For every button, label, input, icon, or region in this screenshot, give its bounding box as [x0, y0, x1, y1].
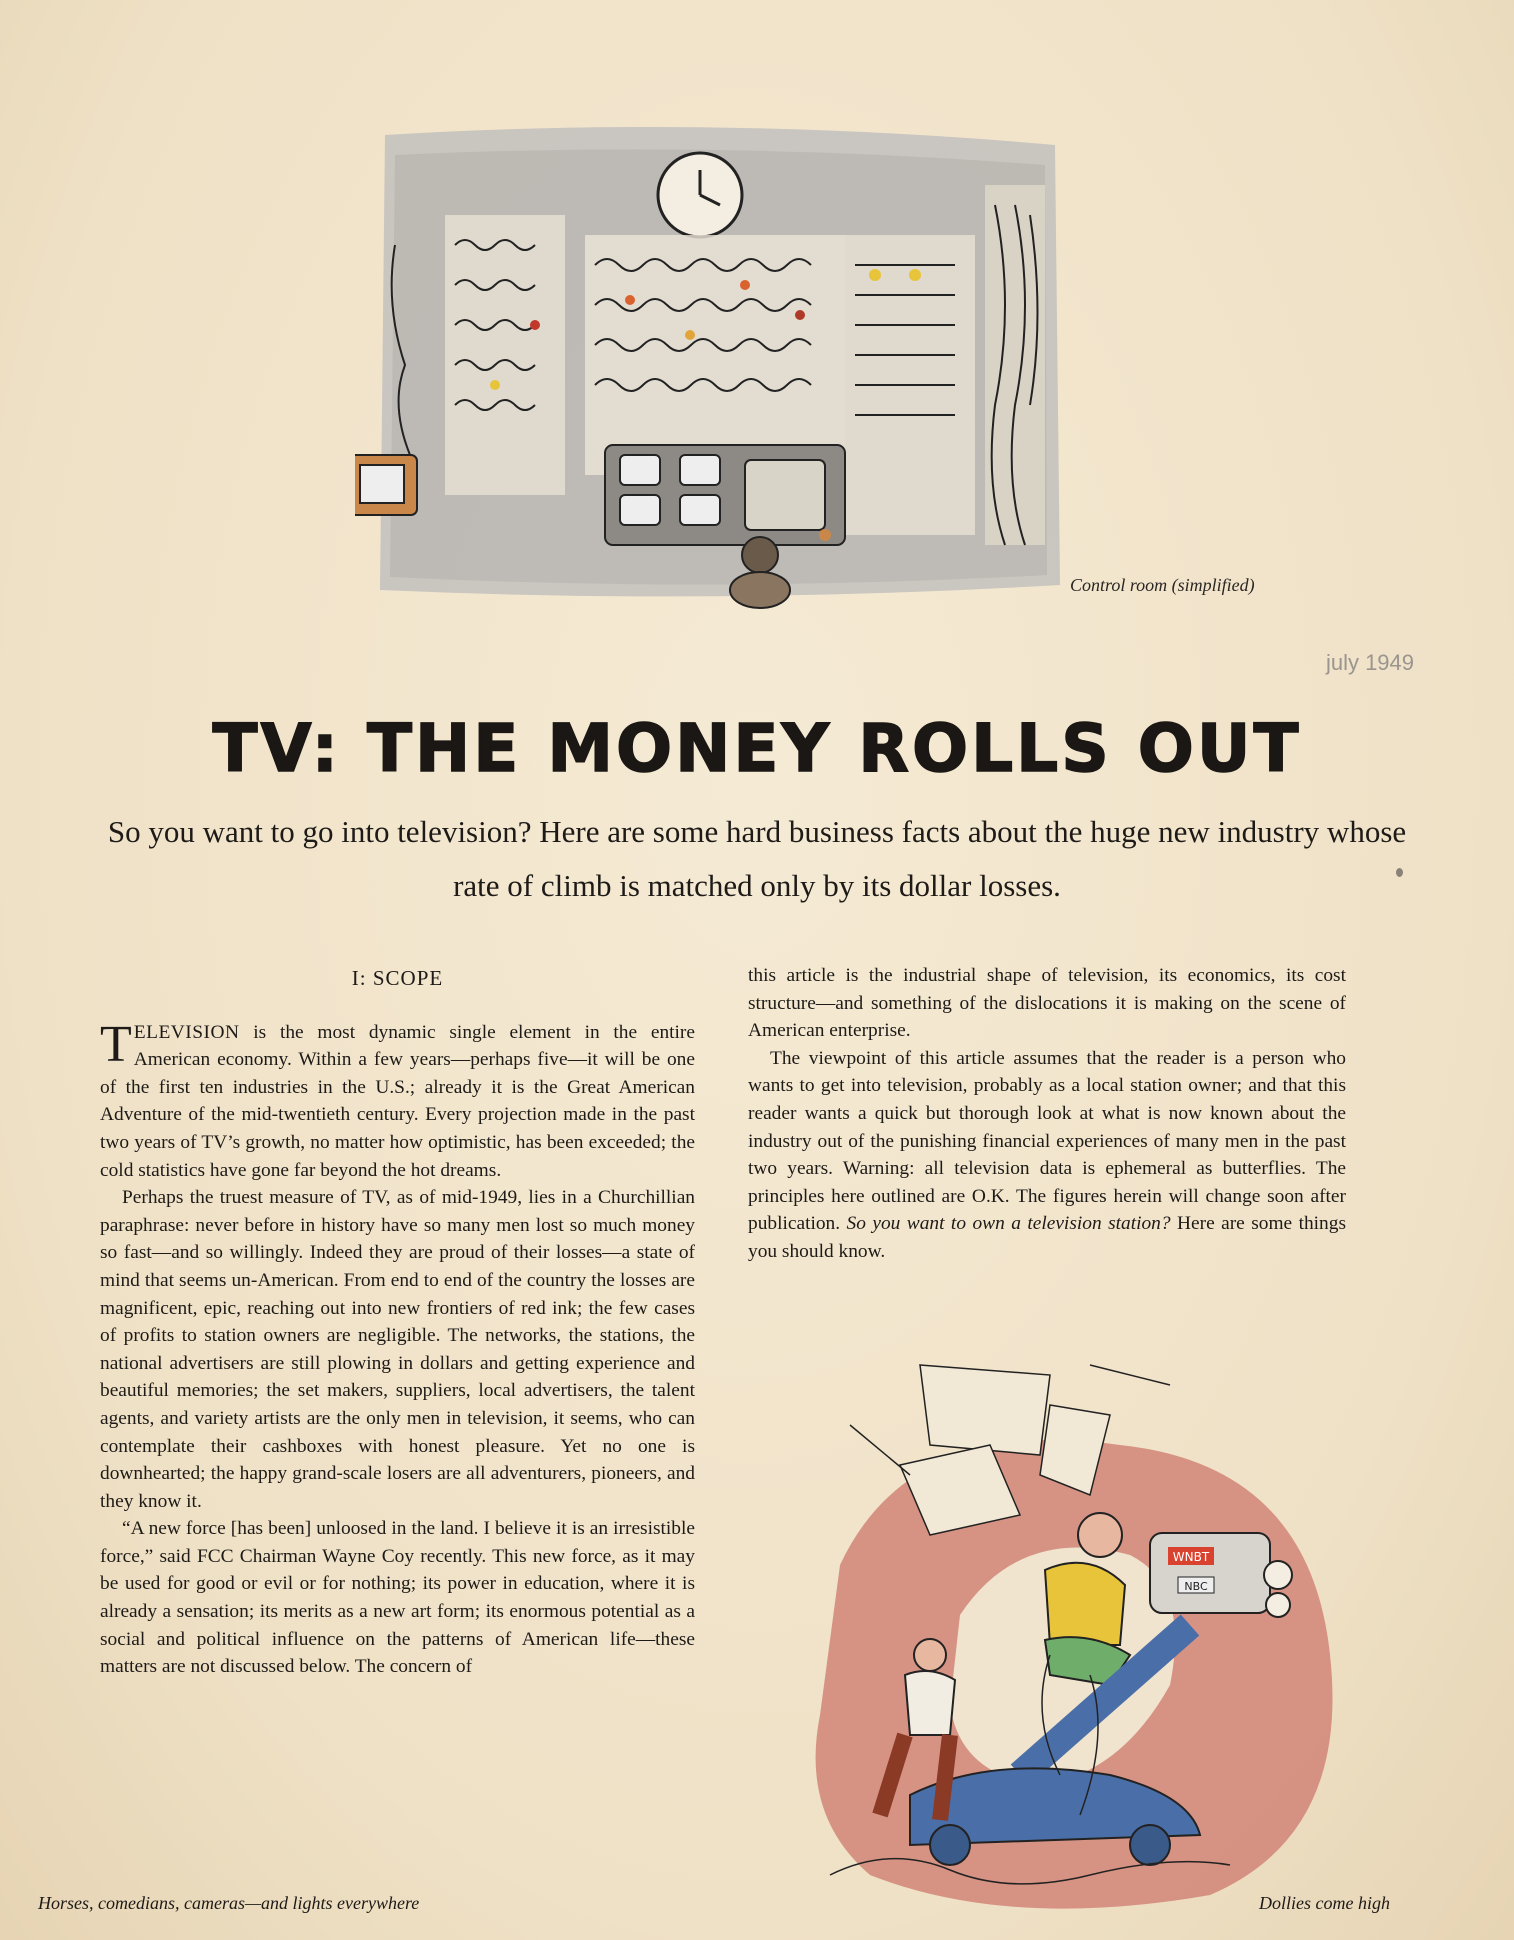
paragraph-2: Perhaps the truest measure of TV, as of mid-1949, lies in a Churchillian paraphrase: never before in history have so many men lost so much money so fast—and so willingly. Indeed they are proud of their losses—a state of mind that seems un-American. From end to end of the country the losses are magnificent, epic, reaching out into new frontiers of red ink; the few cases of profits to station owners are negligible. The networks, the stations, the national advertisers are still plowing in dollars and getting experience and beautiful memories; the set makers, suppliers, local advertisers, the talent agents, and variety artists are the only men in television, it seems, who can contemplate their cashboxes with honest pleasure. Yet no one is downhearted; the happy grand-scale losers are all adventurers, pioneers, and they know it. [100, 1187, 695, 1512]
right-paragraph-2-italic: So you want to own a television station? [846, 1213, 1171, 1235]
paragraph-3: “A new force [has been] unloosed in the land. I believe it is an irresistible force,” said FCC Chairman Wayne Coy recently. This new force, as it may be used for good or evil or for nothing; its power in education, where it is already a sensation; its merits as a new art form; its enormous potential as a social and political influence on the patterns of American life—these matters are not discussed below. The concern of [100, 1518, 695, 1678]
right-paragraph-2-end: Here are some things you should know. [748, 1213, 1346, 1262]
paper-speck [1396, 868, 1403, 877]
right-paragraph-2-text: The viewpoint of this article assumes that the reader is a person who wants to get into television, probably as a local station owner; and that this reader wants a quick but thorough look at what is now known about the industry out of the punishing financial experiences of many men in the past two years. Warning: all television data is ephemeral as butterflies. The principles here outlined are O.K. The figures herein will change soon after publication. [748, 1047, 1346, 1235]
bottom-left-caption: Horses, comedians, cameras—and lights everywhere [38, 1893, 420, 1913]
camera-label-top: WNBT [1172, 1550, 1210, 1564]
article-subhead: So you want to go into television? Here are some hard business facts about the huge new industry whose rate of climb is matched only by its dollar losses. [107, 814, 1407, 903]
right-paragraph-2 [748, 1045, 1346, 1266]
issue-date: july 1949 [1325, 650, 1415, 675]
control-room-caption: Control room (simplified) [1070, 575, 1255, 595]
left-column [100, 965, 695, 1681]
section-heading: I: SCOPE [351, 966, 444, 990]
right-paragraph-1: this article is the industrial shape of television, its economics, its cost structure—and something of the dislocations it is making on the scene of American enterprise. [748, 965, 1346, 1042]
drop-cap: T [100, 1015, 132, 1073]
lead-word: ELEVISION [133, 1021, 240, 1043]
paragraph-1 [100, 1015, 695, 1185]
control-room-illustration [355, 125, 1075, 615]
camera-dolly-illustration [790, 1355, 1350, 1915]
camera-label-bottom: NBC [1184, 1580, 1208, 1593]
bottom-right-caption: Dollies come high [1259, 1893, 1390, 1913]
paragraph-1-text: is the most dynamic single element in the entire American economy. Within a few years—perhaps five—it will be one of the first ten industries in the U.S.; already it is the Great American Adventure of the mid-twentieth century. Every projection made in the past two years of TV’s growth, no matter how optimistic, has been exceeded; the cold statistics have gone far beyond the hot dreams. [100, 1021, 695, 1181]
article-headline: TV: THE MONEY ROLLS OUT [212, 710, 1302, 787]
right-column [748, 962, 1346, 1266]
